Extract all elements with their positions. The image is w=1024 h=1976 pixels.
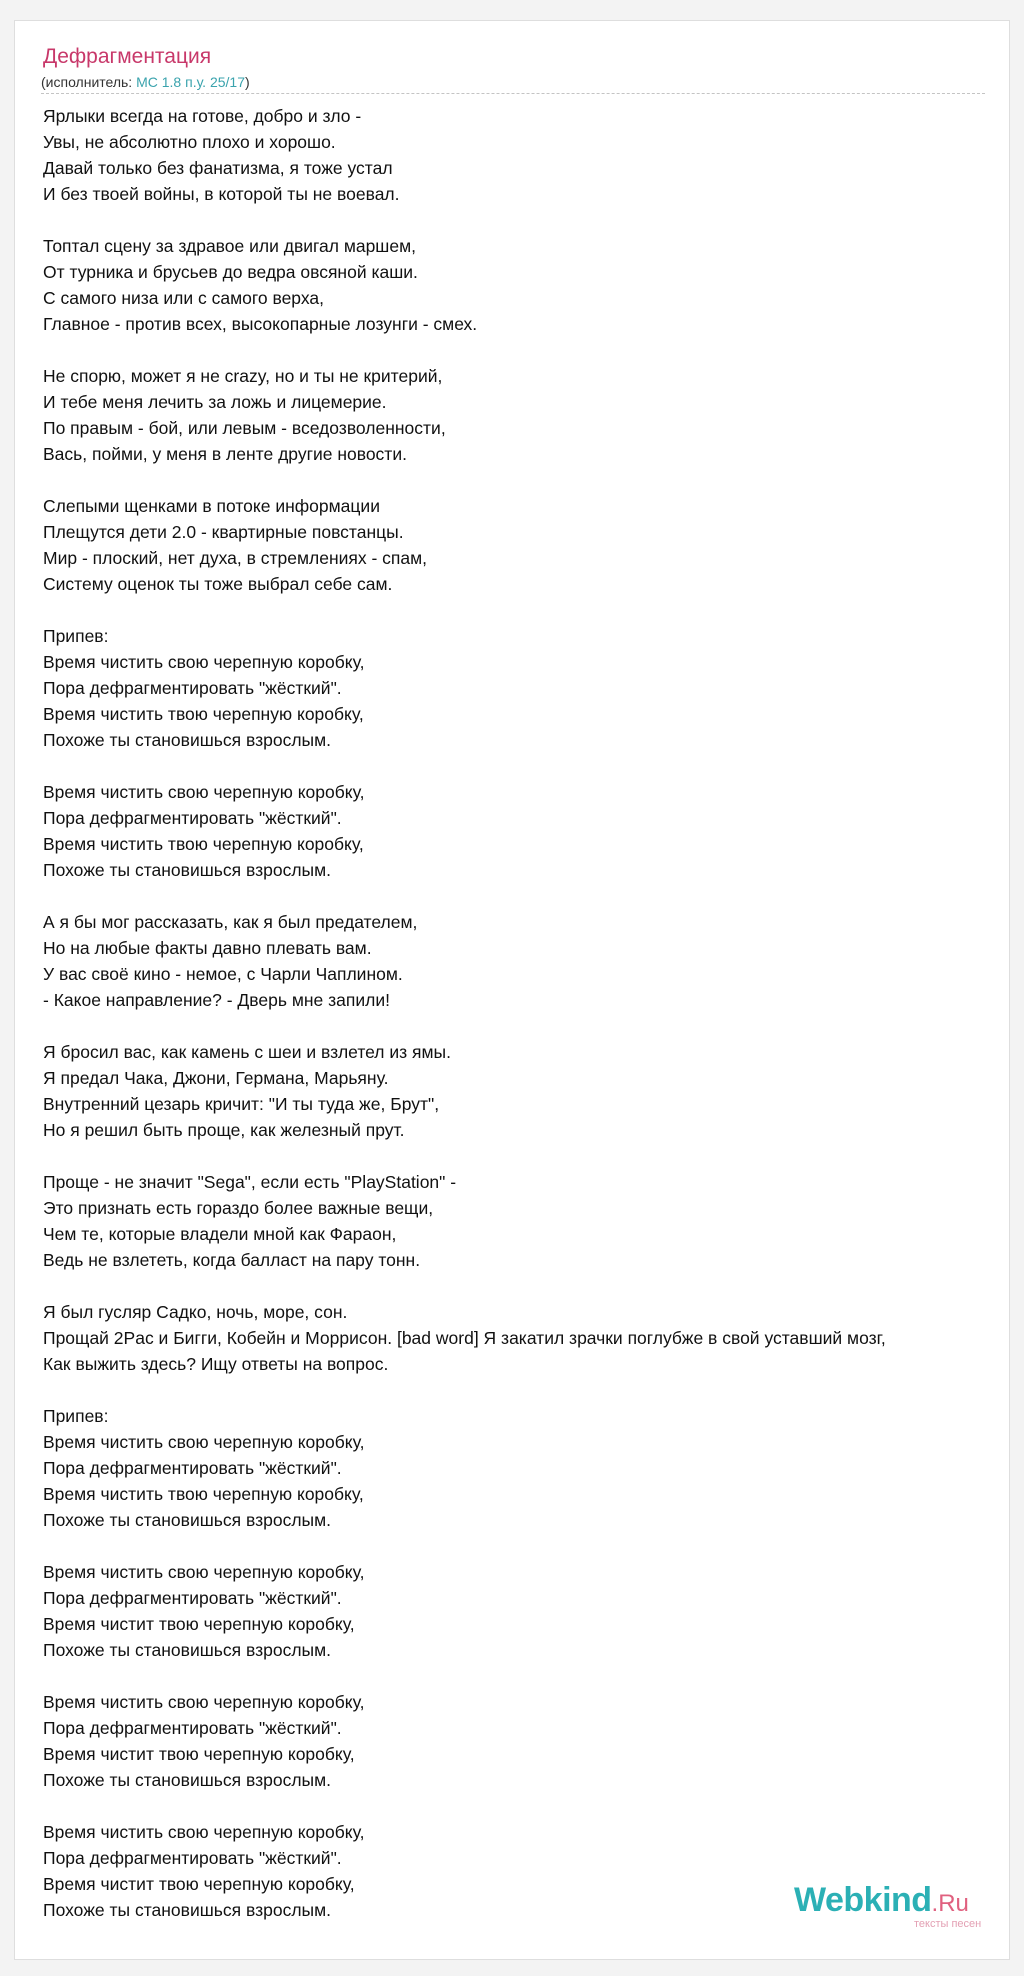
lyrics-line: Время чистит твою черепную коробку, [43,1614,355,1634]
lyrics-line: Похоже ты становишься взрослым. [43,1770,331,1790]
lyrics-line: У вас своё кино - немое, с Чарли Чаплином. [43,964,403,984]
lyrics-stanza [43,493,1010,597]
performer-link[interactable]: MC 1.8 п.у. 25/17 [136,74,245,90]
lyrics-line: Пора дефрагментировать "жёсткий". [43,1588,342,1608]
lyrics-line: Не спорю, может я не crazy, но и ты не критерий, [43,366,443,386]
lyrics-line: Как выжить здесь? Ищу ответы на вопрос. [43,1354,389,1374]
lyrics-line: Время чистит твою черепную коробку, [43,1744,355,1764]
lyrics-stanza [43,1403,1010,1533]
lyrics-line: Вась, пойми, у меня в ленте другие новости. [43,444,407,464]
lyrics-line: Припев: [43,1406,109,1426]
lyrics-line: Похоже ты становишься взрослым. [43,730,331,750]
lyrics-line: Похоже ты становишься взрослым. [43,1510,331,1530]
lyrics-line: Время чистить твою черепную коробку, [43,704,364,724]
lyrics-stanza [43,363,1010,467]
page-title: Дефрагментация [43,45,212,68]
lyrics-line: Систему оценок ты тоже выбрал себе сам. [43,574,393,594]
lyrics-line: Топтал сцену за здравое или двигал маршем, [43,236,416,256]
logo-tld-text: .Ru [931,1890,969,1917]
title-divider [41,93,985,94]
lyrics-stanza [43,909,1010,1013]
lyrics-stanza [43,623,1010,753]
lyrics-line: Похоже ты становишься взрослым. [43,860,331,880]
lyrics-line: - Какое направление? - Дверь мне запили! [43,990,390,1010]
lyrics-line: Время чистить свою черепную коробку, [43,1562,365,1582]
lyrics-line: Я бросил вас, как камень с шеи и взлетел из ямы. [43,1042,451,1062]
lyrics-line: Слепыми щенками в потоке информации [43,496,380,516]
lyrics-line: Плещутся дети 2.0 - квартирные повстанцы. [43,522,404,542]
lyrics-line: Проще - не значит "Sega", если есть "PlayStation" - [43,1172,457,1192]
lyrics-line: Время чистить свою черепную коробку, [43,1692,365,1712]
lyrics-line: Мир - плоский, нет духа, в стремлениях - спам, [43,548,428,568]
lyrics-line: С самого низа или с самого верха, [43,288,324,308]
lyrics-line: Похоже ты становишься взрослым. [43,1640,331,1660]
lyrics-line: И без твоей войны, в которой ты не воевал. [43,184,400,204]
lyrics-line: Я предал Чака, Джони, Германа, Марьяну. [43,1068,389,1088]
lyrics-line: Внутренний цезарь кричит: "И ты туда же, Брут", [43,1094,440,1114]
lyrics-line: Главное - против всех, высокопарные лозунги - смех. [43,314,478,334]
lyrics-line: И тебе меня лечить за ложь и лицемерие. [43,392,387,412]
lyrics-line: От турника и брусьев до ведра овсяной каши. [43,262,418,282]
lyrics-line: Время чистить свою черепную коробку, [43,1432,365,1452]
lyrics-line: Ярлыки всегда на готове, добро и зло - [43,106,362,126]
lyrics-line: Время чистить свою черепную коробку, [43,652,365,672]
lyrics-stanza [43,103,1010,207]
lyrics-stanza [43,1559,1010,1663]
lyrics-line: Пора дефрагментировать "жёсткий". [43,678,342,698]
lyrics-line: Но на любые факты давно плевать вам. [43,938,372,958]
lyrics-stanza [43,779,1010,883]
lyrics-line: Это признать есть гораздо более важные вещи, [43,1198,434,1218]
lyrics-stanza [43,1039,1010,1143]
lyrics-line: Увы, не абсолютно плохо и хорошо. [43,132,336,152]
performer-suffix: ) [245,74,250,90]
lyrics-line: Чем те, которые владели мной как Фараон, [43,1224,397,1244]
lyrics-line: Пора дефрагментировать "жёсткий". [43,1848,342,1868]
lyrics-line: Время чистить свою черепную коробку, [43,1822,365,1842]
lyrics-line: Но я решил быть проще, как железный прут. [43,1120,405,1140]
lyrics-line: Ведь не взлететь, когда балласт на пару тонн. [43,1250,421,1270]
lyrics-line: Время чистить свою черепную коробку, [43,782,365,802]
lyrics-line: Пора дефрагментировать "жёсткий". [43,808,342,828]
lyrics-stanza [43,233,1010,337]
lyrics-stanza [43,1689,1010,1793]
lyrics-line: Время чистит твою черепную коробку, [43,1874,355,1894]
lyrics-stanza [43,1299,1010,1377]
lyrics-stanza [43,1169,1010,1273]
lyrics-line: Припев: [43,626,109,646]
performer-line [41,74,250,90]
webkind-logo[interactable] [794,1883,969,1917]
lyrics-line: А я бы мог рассказать, как я был предателем, [43,912,418,932]
lyrics-line: Похоже ты становишься взрослым. [43,1900,331,1920]
lyrics-line: Пора дефрагментировать "жёсткий". [43,1718,342,1738]
lyrics-card [14,20,1010,1960]
lyrics-line: Время чистить твою черепную коробку, [43,834,364,854]
lyrics-line: Время чистить твою черепную коробку, [43,1484,364,1504]
lyrics-line: Я был гусляр Садко, ночь, море, сон. [43,1302,348,1322]
logo-tagline: тексты песен [914,1918,982,1930]
lyrics-body [43,103,1010,1949]
logo-main-text: Webkind [794,1881,932,1919]
lyrics-line: Прощай 2Pac и Бигги, Кобейн и Моррисон. [bad word] Я закатил зрачки поглубже в свой уставший мозг, [43,1328,886,1348]
lyrics-line: По правым - бой, или левым - вседозволенности, [43,418,446,438]
lyrics-line: Давай только без фанатизма, я тоже устал [43,158,393,178]
lyrics-line: Пора дефрагментировать "жёсткий". [43,1458,342,1478]
performer-prefix: (исполнитель: [41,74,137,90]
